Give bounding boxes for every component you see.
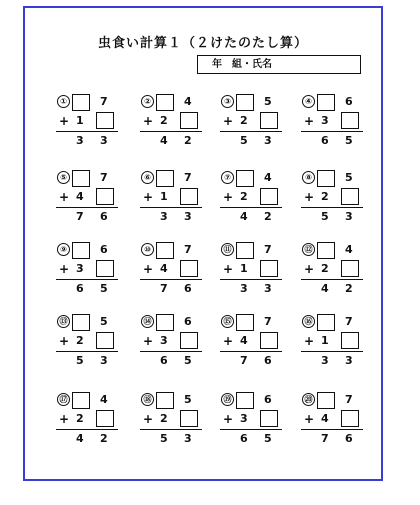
- sum-tens-digit: 4: [321, 282, 329, 295]
- sum-ones-digit: 6: [100, 210, 108, 223]
- sum-line: [301, 351, 363, 352]
- tens-digit-blank[interactable]: [317, 242, 335, 259]
- tens-digit-blank[interactable]: [156, 314, 174, 331]
- sum-tens-digit: 6: [321, 134, 329, 147]
- sum-ones-digit: 3: [184, 210, 192, 223]
- tens-digit-blank[interactable]: [156, 170, 174, 187]
- problem: [220, 170, 282, 222]
- problem-number: ⑭: [141, 315, 154, 328]
- sum-ones-digit: 6: [264, 354, 272, 367]
- addend-ones-digit: 4: [100, 393, 108, 406]
- problem-number: ⑪: [221, 243, 234, 256]
- sum-tens-digit: 5: [76, 354, 84, 367]
- worksheet: [23, 6, 383, 481]
- ones-digit-blank[interactable]: [341, 332, 359, 349]
- sum-ones-digit: 5: [184, 354, 192, 367]
- addend-ones-digit: 6: [100, 243, 108, 256]
- plus-sign: +: [143, 114, 154, 128]
- sum-ones-digit: 2: [100, 432, 108, 445]
- addend-ones-digit: 7: [100, 95, 108, 108]
- tens-digit-blank[interactable]: [236, 170, 254, 187]
- ones-digit-blank[interactable]: [341, 260, 359, 277]
- addend-ones-digit: 5: [184, 393, 192, 406]
- sum-ones-digit: 3: [184, 432, 192, 445]
- problem-number: ⑩: [141, 243, 154, 256]
- addend-ones-digit: 7: [264, 315, 272, 328]
- problem-number: ④: [302, 95, 315, 108]
- tens-digit-blank[interactable]: [236, 392, 254, 409]
- addend-tens-digit: 1: [160, 190, 168, 203]
- plus-sign: +: [304, 114, 315, 128]
- problem: [56, 392, 118, 444]
- sum-ones-digit: 3: [264, 134, 272, 147]
- ones-digit-blank[interactable]: [180, 112, 198, 129]
- addend-ones-digit: 7: [100, 171, 108, 184]
- problem: [301, 94, 363, 146]
- addend-tens-digit: 3: [160, 334, 168, 347]
- sum-line: [140, 429, 202, 430]
- sum-ones-digit: 3: [264, 282, 272, 295]
- problem: [301, 314, 363, 366]
- addend-tens-digit: 1: [321, 334, 329, 347]
- tens-digit-blank[interactable]: [72, 242, 90, 259]
- sum-ones-digit: 3: [100, 134, 108, 147]
- tens-digit-blank[interactable]: [156, 94, 174, 111]
- sum-tens-digit: 5: [160, 432, 168, 445]
- problem: [301, 392, 363, 444]
- addend-ones-digit: 7: [345, 393, 353, 406]
- ones-digit-blank[interactable]: [341, 188, 359, 205]
- problem: [220, 94, 282, 146]
- sum-line: [220, 351, 282, 352]
- problem: [140, 94, 202, 146]
- problem: [301, 170, 363, 222]
- addend-tens-digit: 2: [76, 334, 84, 347]
- problem: [56, 170, 118, 222]
- addend-tens-digit: 2: [160, 412, 168, 425]
- ones-digit-blank[interactable]: [260, 332, 278, 349]
- addend-ones-digit: 4: [184, 95, 192, 108]
- problem: [140, 242, 202, 294]
- sum-tens-digit: 7: [240, 354, 248, 367]
- sum-line: [301, 429, 363, 430]
- sum-ones-digit: 6: [184, 282, 192, 295]
- sum-line: [56, 429, 118, 430]
- addend-ones-digit: 7: [345, 315, 353, 328]
- sum-tens-digit: 6: [76, 282, 84, 295]
- problem-number: ②: [141, 95, 154, 108]
- sum-tens-digit: 7: [160, 282, 168, 295]
- tens-digit-blank[interactable]: [236, 314, 254, 331]
- addend-tens-digit: 3: [240, 412, 248, 425]
- plus-sign: +: [59, 412, 70, 426]
- plus-sign: +: [223, 262, 234, 276]
- sum-ones-digit: 5: [100, 282, 108, 295]
- problem-number: ①: [57, 95, 70, 108]
- problem-number: ⑬: [57, 315, 70, 328]
- sum-line: [301, 207, 363, 208]
- sum-line: [56, 351, 118, 352]
- ones-digit-blank[interactable]: [341, 112, 359, 129]
- addend-ones-digit: 7: [264, 243, 272, 256]
- ones-digit-blank[interactable]: [180, 332, 198, 349]
- ones-digit-blank[interactable]: [96, 188, 114, 205]
- problem: [56, 94, 118, 146]
- addend-ones-digit: 5: [345, 171, 353, 184]
- addend-ones-digit: 6: [345, 95, 353, 108]
- ones-digit-blank[interactable]: [180, 260, 198, 277]
- addend-tens-digit: 2: [240, 190, 248, 203]
- problem-number: ⑫: [302, 243, 315, 256]
- ones-digit-blank[interactable]: [260, 260, 278, 277]
- tens-digit-blank[interactable]: [236, 94, 254, 111]
- sum-line: [140, 131, 202, 132]
- sum-line: [56, 207, 118, 208]
- problem: [56, 242, 118, 294]
- addend-tens-digit: 3: [321, 114, 329, 127]
- plus-sign: +: [223, 334, 234, 348]
- problem: [220, 314, 282, 366]
- problem-number: ⑤: [57, 171, 70, 184]
- addend-ones-digit: 7: [184, 243, 192, 256]
- sum-tens-digit: 7: [76, 210, 84, 223]
- sum-tens-digit: 5: [240, 134, 248, 147]
- addend-ones-digit: 6: [264, 393, 272, 406]
- ones-digit-blank[interactable]: [260, 410, 278, 427]
- sum-line: [140, 207, 202, 208]
- sum-line: [220, 131, 282, 132]
- ones-digit-blank[interactable]: [180, 410, 198, 427]
- sum-ones-digit: 5: [264, 432, 272, 445]
- plus-sign: +: [59, 262, 70, 276]
- plus-sign: +: [143, 190, 154, 204]
- addend-ones-digit: 6: [184, 315, 192, 328]
- problem-number: ⑯: [302, 315, 315, 328]
- plus-sign: +: [223, 412, 234, 426]
- addend-tens-digit: 2: [160, 114, 168, 127]
- tens-digit-blank[interactable]: [72, 392, 90, 409]
- sum-tens-digit: 3: [321, 354, 329, 367]
- problem: [220, 242, 282, 294]
- problem-number: ⑦: [221, 171, 234, 184]
- sum-ones-digit: 2: [345, 282, 353, 295]
- plus-sign: +: [304, 190, 315, 204]
- plus-sign: +: [59, 334, 70, 348]
- addend-ones-digit: 7: [184, 171, 192, 184]
- sum-line: [140, 279, 202, 280]
- problem-number: ⑥: [141, 171, 154, 184]
- addend-tens-digit: 4: [321, 412, 329, 425]
- tens-digit-blank[interactable]: [156, 392, 174, 409]
- ones-digit-blank[interactable]: [341, 410, 359, 427]
- tens-digit-blank[interactable]: [156, 242, 174, 259]
- addend-tens-digit: 3: [76, 262, 84, 275]
- sum-ones-digit: 3: [100, 354, 108, 367]
- problem: [140, 170, 202, 222]
- ones-digit-blank[interactable]: [96, 112, 114, 129]
- plus-sign: +: [59, 190, 70, 204]
- plus-sign: +: [304, 412, 315, 426]
- sum-ones-digit: 5: [345, 134, 353, 147]
- sum-tens-digit: 5: [321, 210, 329, 223]
- addend-tens-digit: 1: [76, 114, 84, 127]
- sum-tens-digit: 6: [240, 432, 248, 445]
- problem: [56, 314, 118, 366]
- problem: [140, 392, 202, 444]
- tens-digit-blank[interactable]: [72, 170, 90, 187]
- sum-line: [140, 351, 202, 352]
- ones-digit-blank[interactable]: [96, 260, 114, 277]
- addend-ones-digit: 4: [345, 243, 353, 256]
- tens-digit-blank[interactable]: [72, 314, 90, 331]
- addend-ones-digit: 5: [264, 95, 272, 108]
- sum-line: [56, 131, 118, 132]
- addend-ones-digit: 4: [264, 171, 272, 184]
- addend-tens-digit: 2: [321, 262, 329, 275]
- problem-number: ⑨: [57, 243, 70, 256]
- worksheet-title: 虫食い計算１（２けたのたし算）: [97, 36, 308, 51]
- plus-sign: +: [143, 334, 154, 348]
- sum-line: [220, 279, 282, 280]
- name-field[interactable]: 年 組・氏名: [197, 55, 361, 74]
- ones-digit-blank[interactable]: [96, 332, 114, 349]
- sum-line: [220, 429, 282, 430]
- plus-sign: +: [143, 412, 154, 426]
- problem: [301, 242, 363, 294]
- addend-tens-digit: 2: [240, 114, 248, 127]
- addend-ones-digit: 5: [100, 315, 108, 328]
- sum-line: [301, 279, 363, 280]
- sum-tens-digit: 3: [76, 134, 84, 147]
- tens-digit-blank[interactable]: [317, 314, 335, 331]
- problem: [140, 314, 202, 366]
- sum-ones-digit: 2: [264, 210, 272, 223]
- ones-digit-blank[interactable]: [180, 188, 198, 205]
- sum-tens-digit: 4: [160, 134, 168, 147]
- problem-number: ⑮: [221, 315, 234, 328]
- tens-digit-blank[interactable]: [72, 94, 90, 111]
- addend-tens-digit: 4: [76, 190, 84, 203]
- problem: [220, 392, 282, 444]
- sum-tens-digit: 4: [240, 210, 248, 223]
- plus-sign: +: [143, 262, 154, 276]
- sum-line: [56, 279, 118, 280]
- sum-line: [220, 207, 282, 208]
- sum-ones-digit: 3: [345, 210, 353, 223]
- addend-tens-digit: 2: [76, 412, 84, 425]
- tens-digit-blank[interactable]: [236, 242, 254, 259]
- tens-digit-blank[interactable]: [317, 94, 335, 111]
- tens-digit-blank[interactable]: [317, 392, 335, 409]
- sum-tens-digit: 3: [240, 282, 248, 295]
- problem-number: ⑰: [57, 393, 70, 406]
- sum-ones-digit: 6: [345, 432, 353, 445]
- plus-sign: +: [223, 114, 234, 128]
- tens-digit-blank[interactable]: [317, 170, 335, 187]
- ones-digit-blank[interactable]: [260, 112, 278, 129]
- sum-ones-digit: 3: [345, 354, 353, 367]
- problem-number: ⑱: [141, 393, 154, 406]
- sum-ones-digit: 2: [184, 134, 192, 147]
- problem-number: ⑲: [221, 393, 234, 406]
- plus-sign: +: [304, 334, 315, 348]
- addend-tens-digit: 1: [240, 262, 248, 275]
- sum-line: [301, 131, 363, 132]
- problem-number: ③: [221, 95, 234, 108]
- plus-sign: +: [304, 262, 315, 276]
- sum-tens-digit: 6: [160, 354, 168, 367]
- sum-tens-digit: 3: [160, 210, 168, 223]
- problem-number: ⑳: [302, 393, 315, 406]
- sum-tens-digit: 4: [76, 432, 84, 445]
- plus-sign: +: [223, 190, 234, 204]
- ones-digit-blank[interactable]: [96, 410, 114, 427]
- problem-number: ⑧: [302, 171, 315, 184]
- addend-tens-digit: 2: [321, 190, 329, 203]
- addend-tens-digit: 4: [160, 262, 168, 275]
- sum-tens-digit: 7: [321, 432, 329, 445]
- addend-tens-digit: 4: [240, 334, 248, 347]
- ones-digit-blank[interactable]: [260, 188, 278, 205]
- plus-sign: +: [59, 114, 70, 128]
